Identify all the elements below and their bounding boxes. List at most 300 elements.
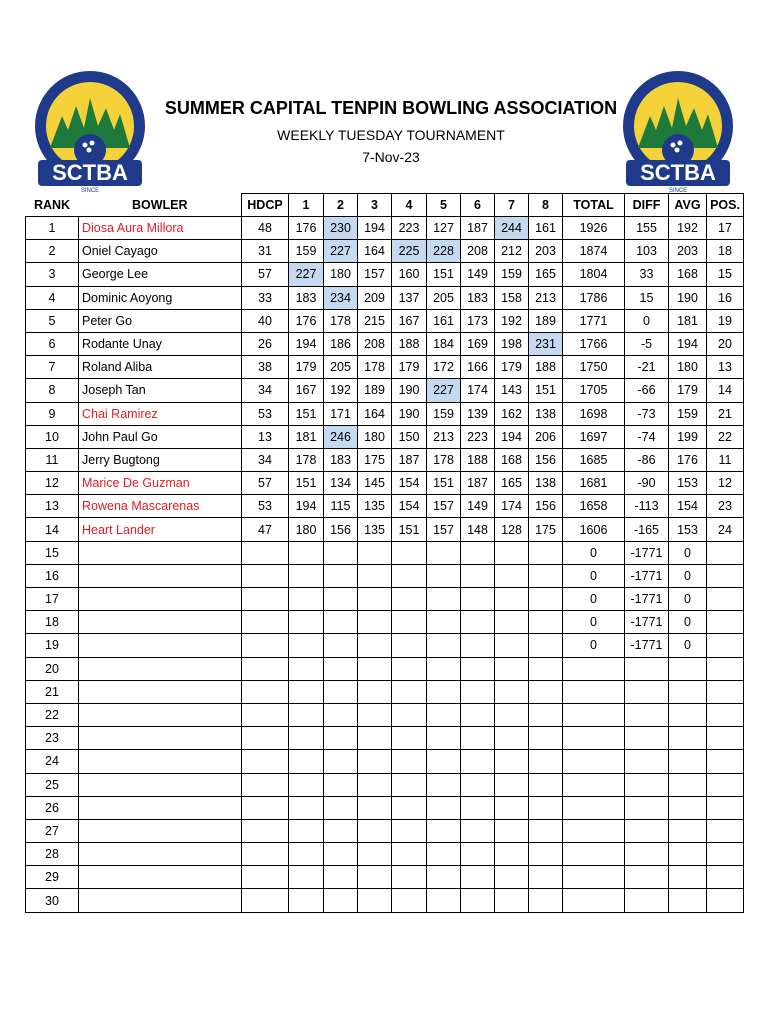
game-score-cell: 198 <box>495 332 529 355</box>
pos-cell: 20 <box>707 332 744 355</box>
page-title: SUMMER CAPITAL TENPIN BOWLING ASSOCIATION <box>164 98 618 118</box>
diff-cell <box>625 703 669 726</box>
pos-cell <box>707 773 744 796</box>
game-score-cell <box>529 727 563 750</box>
avg-cell <box>669 819 707 842</box>
table-row <box>26 843 744 866</box>
column-header: 2 <box>324 194 358 217</box>
game-score-cell <box>358 866 392 889</box>
game-score-cell: 212 <box>495 240 529 263</box>
bowler-cell <box>79 703 242 726</box>
game-score-cell: 192 <box>324 379 358 402</box>
game-score-cell: 154 <box>392 472 427 495</box>
diff-cell <box>625 889 669 912</box>
pos-cell <box>707 889 744 912</box>
game-score-cell <box>495 634 529 657</box>
rank-cell: 13 <box>26 495 79 518</box>
game-score-cell <box>427 657 461 680</box>
avg-cell: 154 <box>669 495 707 518</box>
game-score-cell: 187 <box>461 217 495 240</box>
game-score-cell: 145 <box>358 472 392 495</box>
game-score-cell: 139 <box>461 402 495 425</box>
game-score-cell: 175 <box>358 448 392 471</box>
game-score-cell <box>461 796 495 819</box>
game-score-cell: 227 <box>289 263 324 286</box>
game-score-cell: 161 <box>427 309 461 332</box>
table-row <box>26 541 744 564</box>
game-score-cell <box>289 657 324 680</box>
game-score-cell <box>358 889 392 912</box>
game-score-cell: 205 <box>324 356 358 379</box>
rank-cell: 8 <box>26 379 79 402</box>
table-row <box>26 866 744 889</box>
game-score-cell <box>289 564 324 587</box>
game-score-cell <box>392 541 427 564</box>
game-score-cell <box>529 843 563 866</box>
rank-cell: 6 <box>26 332 79 355</box>
game-score-cell: 161 <box>529 217 563 240</box>
pos-cell: 21 <box>707 402 744 425</box>
game-score-cell <box>529 680 563 703</box>
rank-cell: 24 <box>26 750 79 773</box>
hdcp-cell <box>242 634 289 657</box>
bowler-cell <box>79 796 242 819</box>
column-header: 8 <box>529 194 563 217</box>
game-score-cell: 173 <box>461 309 495 332</box>
pos-cell <box>707 657 744 680</box>
game-score-cell <box>495 889 529 912</box>
game-score-cell <box>495 588 529 611</box>
game-score-cell <box>529 564 563 587</box>
game-score-cell: 188 <box>529 356 563 379</box>
game-score-cell <box>324 703 358 726</box>
table-row <box>26 425 744 448</box>
total-cell: 1698 <box>563 402 625 425</box>
table-row <box>26 796 744 819</box>
hdcp-cell <box>242 611 289 634</box>
bowler-cell <box>79 657 242 680</box>
hdcp-cell: 34 <box>242 379 289 402</box>
total-cell: 1685 <box>563 448 625 471</box>
rank-cell: 28 <box>26 843 79 866</box>
diff-cell: -5 <box>625 332 669 355</box>
game-score-cell: 225 <box>392 240 427 263</box>
bowler-cell <box>79 889 242 912</box>
rank-cell: 14 <box>26 518 79 541</box>
total-cell: 1926 <box>563 217 625 240</box>
diff-cell: -73 <box>625 402 669 425</box>
pos-cell <box>707 819 744 842</box>
logo-text: SCTBA <box>52 160 128 185</box>
bowler-cell <box>79 866 242 889</box>
game-score-cell: 157 <box>358 263 392 286</box>
game-score-cell: 180 <box>358 425 392 448</box>
table-row <box>26 611 744 634</box>
game-score-cell <box>529 588 563 611</box>
game-score-cell <box>289 750 324 773</box>
game-score-cell <box>495 796 529 819</box>
hdcp-cell <box>242 541 289 564</box>
rank-cell: 27 <box>26 819 79 842</box>
table-row <box>26 588 744 611</box>
table-row <box>26 819 744 842</box>
avg-cell: 179 <box>669 379 707 402</box>
total-cell: 1606 <box>563 518 625 541</box>
total-cell <box>563 796 625 819</box>
avg-cell: 199 <box>669 425 707 448</box>
hdcp-cell <box>242 750 289 773</box>
bowler-cell <box>79 773 242 796</box>
game-score-cell <box>427 796 461 819</box>
pos-cell <box>707 588 744 611</box>
column-header: 3 <box>358 194 392 217</box>
game-score-cell <box>461 541 495 564</box>
total-cell <box>563 727 625 750</box>
total-cell <box>563 773 625 796</box>
game-score-cell <box>324 866 358 889</box>
game-score-cell <box>392 657 427 680</box>
diff-cell <box>625 680 669 703</box>
game-score-cell <box>495 564 529 587</box>
game-score-cell <box>461 657 495 680</box>
game-score-cell: 156 <box>529 448 563 471</box>
rank-cell: 10 <box>26 425 79 448</box>
table-row <box>26 472 744 495</box>
pos-cell <box>707 564 744 587</box>
pos-cell <box>707 796 744 819</box>
game-score-cell <box>461 564 495 587</box>
avg-cell <box>669 750 707 773</box>
hdcp-cell <box>242 889 289 912</box>
pos-cell: 12 <box>707 472 744 495</box>
diff-cell <box>625 866 669 889</box>
total-cell: 1681 <box>563 472 625 495</box>
hdcp-cell <box>242 588 289 611</box>
rank-cell: 29 <box>26 866 79 889</box>
diff-cell: -1771 <box>625 564 669 587</box>
game-score-cell <box>461 750 495 773</box>
game-score-cell: 164 <box>358 402 392 425</box>
game-score-cell <box>529 703 563 726</box>
game-score-cell <box>529 657 563 680</box>
game-score-cell: 138 <box>529 472 563 495</box>
avg-cell: 190 <box>669 286 707 309</box>
hdcp-cell: 57 <box>242 263 289 286</box>
table-row <box>26 240 744 263</box>
game-score-cell: 183 <box>461 286 495 309</box>
table-row <box>26 703 744 726</box>
rank-cell: 21 <box>26 680 79 703</box>
game-score-cell: 194 <box>289 332 324 355</box>
column-header: TOTAL <box>563 194 625 217</box>
game-score-cell <box>289 889 324 912</box>
game-score-cell <box>358 750 392 773</box>
game-score-cell: 176 <box>289 309 324 332</box>
avg-cell <box>669 843 707 866</box>
game-score-cell <box>358 680 392 703</box>
game-score-cell: 187 <box>461 472 495 495</box>
game-score-cell: 128 <box>495 518 529 541</box>
game-score-cell: 149 <box>461 263 495 286</box>
game-score-cell <box>461 703 495 726</box>
game-score-cell: 206 <box>529 425 563 448</box>
total-cell: 1766 <box>563 332 625 355</box>
rank-cell: 2 <box>26 240 79 263</box>
game-score-cell: 135 <box>358 495 392 518</box>
bowler-cell: Rowena Mascarenas <box>79 495 242 518</box>
game-score-cell: 178 <box>324 309 358 332</box>
game-score-cell: 148 <box>461 518 495 541</box>
game-score-cell <box>461 588 495 611</box>
game-score-cell: 151 <box>427 263 461 286</box>
table-row <box>26 495 744 518</box>
rank-cell: 1 <box>26 217 79 240</box>
game-score-cell <box>324 611 358 634</box>
game-score-cell: 167 <box>392 309 427 332</box>
rank-cell: 16 <box>26 564 79 587</box>
column-header: RANK <box>26 194 79 217</box>
rank-cell: 15 <box>26 541 79 564</box>
game-score-cell: 151 <box>392 518 427 541</box>
total-cell: 1750 <box>563 356 625 379</box>
avg-cell: 0 <box>669 541 707 564</box>
game-score-cell <box>324 727 358 750</box>
game-score-cell <box>358 819 392 842</box>
standings-body <box>26 217 744 913</box>
diff-cell: 15 <box>625 286 669 309</box>
total-cell: 1874 <box>563 240 625 263</box>
game-score-cell: 151 <box>289 402 324 425</box>
game-score-cell <box>289 773 324 796</box>
game-score-cell <box>495 657 529 680</box>
game-score-cell <box>392 796 427 819</box>
tournament-date: 7-Nov-23 <box>362 149 420 165</box>
column-header: 4 <box>392 194 427 217</box>
diff-cell <box>625 843 669 866</box>
avg-cell: 168 <box>669 263 707 286</box>
game-score-cell <box>392 680 427 703</box>
game-score-cell <box>392 634 427 657</box>
rank-cell: 30 <box>26 889 79 912</box>
pos-cell: 24 <box>707 518 744 541</box>
table-row <box>26 379 744 402</box>
game-score-cell: 178 <box>427 448 461 471</box>
game-score-cell: 154 <box>392 495 427 518</box>
game-score-cell: 213 <box>529 286 563 309</box>
bowler-cell <box>79 634 242 657</box>
total-cell <box>563 657 625 680</box>
game-score-cell <box>358 773 392 796</box>
avg-cell: 203 <box>669 240 707 263</box>
hdcp-cell <box>242 564 289 587</box>
game-score-cell <box>289 588 324 611</box>
game-score-cell: 171 <box>324 402 358 425</box>
diff-cell <box>625 819 669 842</box>
game-score-cell <box>427 588 461 611</box>
pos-cell <box>707 866 744 889</box>
game-score-cell <box>392 588 427 611</box>
game-score-cell <box>529 796 563 819</box>
logo-since: SINCE <box>80 188 100 194</box>
game-score-cell <box>495 680 529 703</box>
avg-cell: 176 <box>669 448 707 471</box>
game-score-cell: 165 <box>529 263 563 286</box>
game-score-cell <box>495 773 529 796</box>
avg-cell: 0 <box>669 564 707 587</box>
game-score-cell: 158 <box>495 286 529 309</box>
total-cell: 1697 <box>563 425 625 448</box>
pos-cell: 11 <box>707 448 744 471</box>
column-header: BOWLER <box>79 194 242 217</box>
game-score-cell <box>358 634 392 657</box>
game-score-cell: 162 <box>495 402 529 425</box>
game-score-cell <box>392 889 427 912</box>
hdcp-cell: 26 <box>242 332 289 355</box>
avg-cell: 0 <box>669 611 707 634</box>
game-score-cell <box>461 889 495 912</box>
game-score-cell <box>427 750 461 773</box>
table-row <box>26 727 744 750</box>
game-score-cell <box>461 843 495 866</box>
game-score-cell: 160 <box>392 263 427 286</box>
game-score-cell: 244 <box>495 217 529 240</box>
table-row <box>26 657 744 680</box>
game-score-cell <box>392 819 427 842</box>
total-cell <box>563 680 625 703</box>
game-score-cell <box>461 634 495 657</box>
game-score-cell: 183 <box>289 286 324 309</box>
table-row <box>26 217 744 240</box>
bowler-cell: George Lee <box>79 263 242 286</box>
bowler-cell <box>79 611 242 634</box>
game-score-cell: 137 <box>392 286 427 309</box>
game-score-cell: 215 <box>358 309 392 332</box>
hdcp-cell: 48 <box>242 217 289 240</box>
game-score-cell <box>392 564 427 587</box>
game-score-cell <box>529 773 563 796</box>
pos-cell <box>707 843 744 866</box>
rank-cell: 26 <box>26 796 79 819</box>
hdcp-cell <box>242 866 289 889</box>
game-score-cell <box>392 750 427 773</box>
rank-cell: 23 <box>26 727 79 750</box>
bowler-cell: Joseph Tan <box>79 379 242 402</box>
game-score-cell: 156 <box>529 495 563 518</box>
game-score-cell <box>358 564 392 587</box>
rank-cell: 11 <box>26 448 79 471</box>
total-cell: 0 <box>563 634 625 657</box>
game-score-cell: 159 <box>289 240 324 263</box>
game-score-cell: 228 <box>427 240 461 263</box>
bowler-cell: Marice De Guzman <box>79 472 242 495</box>
logo-since: SINCE <box>668 188 688 194</box>
pos-cell: 17 <box>707 217 744 240</box>
diff-cell <box>625 773 669 796</box>
table-row <box>26 402 744 425</box>
table-row <box>26 889 744 912</box>
pos-cell <box>707 703 744 726</box>
bowler-cell <box>79 564 242 587</box>
game-score-cell <box>289 703 324 726</box>
game-score-cell <box>289 819 324 842</box>
pos-cell <box>707 727 744 750</box>
pos-cell: 19 <box>707 309 744 332</box>
total-cell <box>563 843 625 866</box>
total-cell <box>563 750 625 773</box>
game-score-cell <box>427 866 461 889</box>
game-score-cell <box>324 773 358 796</box>
avg-cell: 192 <box>669 217 707 240</box>
game-score-cell: 178 <box>289 448 324 471</box>
bowler-cell: Jerry Bugtong <box>79 448 242 471</box>
diff-cell <box>625 727 669 750</box>
bowler-cell <box>79 588 242 611</box>
game-score-cell: 179 <box>495 356 529 379</box>
bowler-cell: Dominic Aoyong <box>79 286 242 309</box>
game-score-cell <box>529 634 563 657</box>
game-score-cell <box>358 541 392 564</box>
game-score-cell: 223 <box>392 217 427 240</box>
bowler-cell <box>79 541 242 564</box>
game-score-cell <box>324 680 358 703</box>
game-score-cell <box>427 703 461 726</box>
rank-cell: 9 <box>26 402 79 425</box>
total-cell <box>563 703 625 726</box>
game-score-cell: 164 <box>358 240 392 263</box>
game-score-cell <box>427 564 461 587</box>
hdcp-cell: 13 <box>242 425 289 448</box>
avg-cell <box>669 866 707 889</box>
diff-cell: -21 <box>625 356 669 379</box>
rank-cell: 7 <box>26 356 79 379</box>
table-row <box>26 750 744 773</box>
table-row <box>26 634 744 657</box>
rank-cell: 5 <box>26 309 79 332</box>
game-score-cell <box>358 843 392 866</box>
hdcp-cell: 53 <box>242 495 289 518</box>
rank-cell: 12 <box>26 472 79 495</box>
table-row <box>26 332 744 355</box>
game-score-cell: 227 <box>427 379 461 402</box>
game-score-cell <box>495 843 529 866</box>
avg-cell <box>669 657 707 680</box>
game-score-cell: 209 <box>358 286 392 309</box>
total-cell: 1705 <box>563 379 625 402</box>
game-score-cell: 227 <box>324 240 358 263</box>
standings-table <box>25 193 744 913</box>
avg-cell: 153 <box>669 518 707 541</box>
game-score-cell <box>461 727 495 750</box>
diff-cell <box>625 750 669 773</box>
game-score-cell: 194 <box>495 425 529 448</box>
pos-cell: 15 <box>707 263 744 286</box>
game-score-cell <box>392 727 427 750</box>
game-score-cell: 213 <box>427 425 461 448</box>
avg-cell: 194 <box>669 332 707 355</box>
table-row <box>26 680 744 703</box>
logo-text: SCTBA <box>640 160 716 185</box>
avg-cell <box>669 680 707 703</box>
hdcp-cell <box>242 680 289 703</box>
bowler-cell <box>79 819 242 842</box>
game-score-cell: 165 <box>495 472 529 495</box>
diff-cell: 103 <box>625 240 669 263</box>
game-score-cell <box>529 611 563 634</box>
game-score-cell: 189 <box>529 309 563 332</box>
hdcp-cell: 38 <box>242 356 289 379</box>
game-score-cell: 180 <box>289 518 324 541</box>
page-subtitle: WEEKLY TUESDAY TOURNAMENT <box>277 127 505 143</box>
